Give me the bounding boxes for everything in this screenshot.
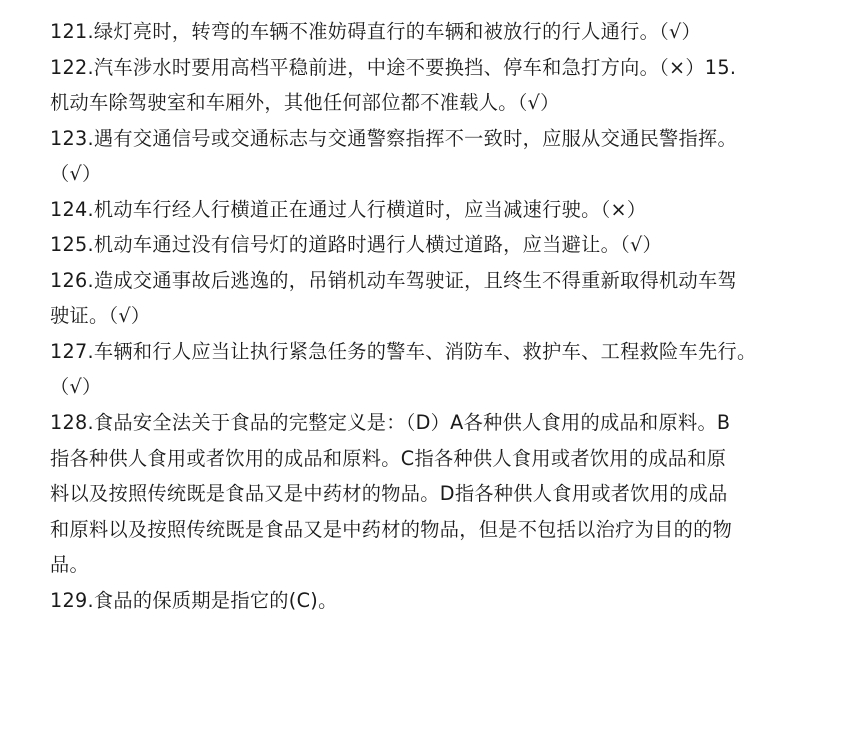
- text-line: （√）: [50, 375, 102, 399]
- text-line: 机动车除驾驶室和车厢外，其他任何部位都不准载人。（√）: [50, 91, 560, 115]
- text-line: 料以及按照传统既是食品又是中药材的物品。D指各种供人食用或者饮用的成品: [50, 482, 728, 506]
- text-line: 122.汽车涉水时要用高档平稳前进，中途不要换挡、停车和急打方向。（×）15.: [50, 55, 737, 79]
- text-line: （√）: [50, 162, 102, 186]
- text-line: 和原料以及按照传统既是食品又是中药材的物品，但是不包括以治疗为目的的物: [50, 517, 733, 541]
- text-line: 121.绿灯亮时，转弯的车辆不准妨碍直行的车辆和被放行的行人通行。（√）: [50, 20, 701, 43]
- text-line: 128.食品安全法关于食品的完整定义是：（D）A各种供人食用的成品和原料。B: [50, 411, 731, 435]
- document-text-body: [0, 14, 860, 618]
- text-line: 品。: [50, 553, 89, 577]
- text-line: 127.车辆和行人应当让执行紧急任务的警车、消防车、救护车、工程救险车先行。: [50, 339, 757, 363]
- text-line: 驶证。（√）: [50, 304, 151, 328]
- cropped-previous-line: [50, 0, 380, 6]
- text-line: 126.造成交通事故后逃逸的，吊销机动车驾驶证，且终生不得重新取得机动车驾: [50, 268, 738, 292]
- text-line: 125.机动车通过没有信号灯的道路时遇行人横过道路，应当避让。（√）: [50, 233, 662, 257]
- text-line: 指各种供人食用或者饮用的成品和原料。C指各种供人食用或者饮用的成品和原: [50, 446, 727, 470]
- text-line: 124.机动车行经人行横道正在通过人行横道时，应当减速行驶。（×）: [50, 197, 647, 221]
- text-line: 129.食品的保质期是指它的(C)。: [50, 588, 338, 612]
- text-line: 123.遇有交通信号或交通标志与交通警察指挥不一致时，应服从交通民警指挥。: [50, 126, 738, 150]
